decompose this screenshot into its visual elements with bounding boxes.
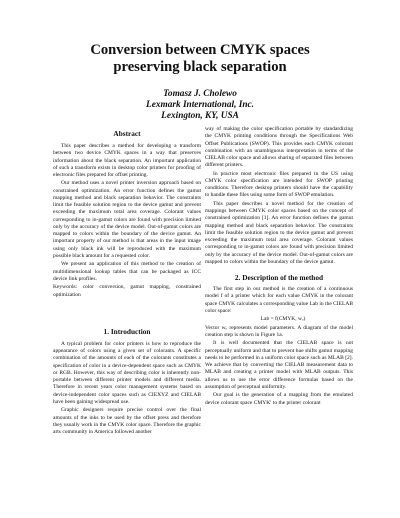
abstract-paragraph: Our method uses a novel printer inversion approach based on constrained optimization. An error function defines the gamut mapping method and black separation behavior. The constraints limit the feasible solution region to the device gamut and prevent exceeding the maximum total area coverage. Colorant values corresponding to in-gamut colors are found with precision limited only by the accuracy of the device model. Out-of-gamut colors are mapped to colors within the boundary of the device gamut. An important property of our method is that areas in the input image using only black ink will be reproduced with the maximum possible black amount for a requested color. xyxy=(53,180,201,259)
intro-paragraph: A typical problem for color printers is how to reproduce the appearance of colors using a given set of colorants. A specific combination of the amounts of each of the colorants constitutes a specification of color in a device-dependent space such as CMYK or RGB. However, this way of describing color is inherently non-portable between different printer models and different media. Therefore in recent years color management systems based on device-independent color spaces such as CIEXYZ and CIELAB have been gaining widespread use. xyxy=(53,340,201,405)
intro-paragraph: Graphic designers require precise control over the final amounts of the inks to be used by the offset press and therefore they usually work in the CMYK color space. Therefore the graphic arts community in America followed another xyxy=(53,407,201,435)
left-column xyxy=(53,129,201,437)
abstract-heading: Abstract xyxy=(113,129,141,138)
model-equation: Lab = f(CMYK, wₒ) xyxy=(260,316,306,323)
body-paragraph: This paper describes a novel method for the creation of mappings between CMYK color spaces based on the concept of constrained optimization [1]. An error function defines the gamut mapping method and black separation behavior. The constraints limit the feasible solution region to the device gamut and prevent exceeding the maximum total area coverage. Colorant values corresponding to in-gamut colors are found with precision limited only by the accuracy of the device model. Out-of-gamut colors are mapped to colors within the boundary of the device gamut. xyxy=(205,200,353,265)
method-paragraph: The first step in our method is the creation of a continuous model f of a printer which for each value CMYK in the colorant space CMYK calculates a corresponding value Lab in the CIELAB color space: xyxy=(205,286,353,314)
body-paragraph: In practice most electronic files prepared in the US using CMYK color specification are intended for SWOP printing conditions. Therefore desktop printers should have the capability to handle these files using some form of SWOP emulation. xyxy=(205,170,353,199)
abstract-paragraph: We present an application of this method to the creation of multidimensional lookup tables that can be packaged as ICC device link profiles. xyxy=(53,261,201,282)
title-line-1: Conversion between CMYK spaces xyxy=(90,42,310,58)
abstract-paragraph: This paper describes a method for developing a transform between two device CMYK spaces in a way that preserves information about the black separation. An important application of such a transform exists in desktop color printers for proofing of electronic files prepared for offset printing. xyxy=(53,143,201,178)
right-column xyxy=(205,126,353,408)
method-paragraph: It is well documented that the CIELAB space is not perceptually uniform and that to prevent hue shifts gamut mapping needs to be performed in a uniform color space such as MLAB [2]. We achieve that by converting the CIELAB measurement data to MLAB and creating a printer model with MLAB outputs. This allows us to use the error difference formulas based on the assumption of perceptual uniformity. xyxy=(205,340,353,390)
author-name: Tomasz J. Cholewo xyxy=(163,89,237,99)
paper-title xyxy=(0,42,400,76)
section-1-heading: 1. Introduction xyxy=(103,326,151,336)
method-paragraph: Vector wₒ represents model parameters. A diagram of the model creation step is shown in Figure 1a. xyxy=(205,324,353,338)
section-2-heading: 2. Description of the method xyxy=(234,273,324,283)
author-location: Lexington, KY, USA xyxy=(161,111,239,121)
author-affiliation: Lexmark International, Inc. xyxy=(146,100,254,110)
author-block xyxy=(0,89,400,122)
keywords: Keywords: color conversion, gamut mapping, constrained optimization xyxy=(53,284,201,298)
title-line-2: preserving black separation xyxy=(113,59,287,75)
method-paragraph: Our goal is the generation of a mapping from the emulated device colorant space CMYK′ to the printer colorant xyxy=(205,392,353,406)
body-paragraph: way of making the color specification portable by standardizing the CMYK printing conditions through the Specifications Web Offset Publications (SWOP). This provides each CMYK colorant combination with an unambiguous interpretation in terms of the CIELAB color space and allows sharing of separated files between different printers. xyxy=(205,126,353,169)
